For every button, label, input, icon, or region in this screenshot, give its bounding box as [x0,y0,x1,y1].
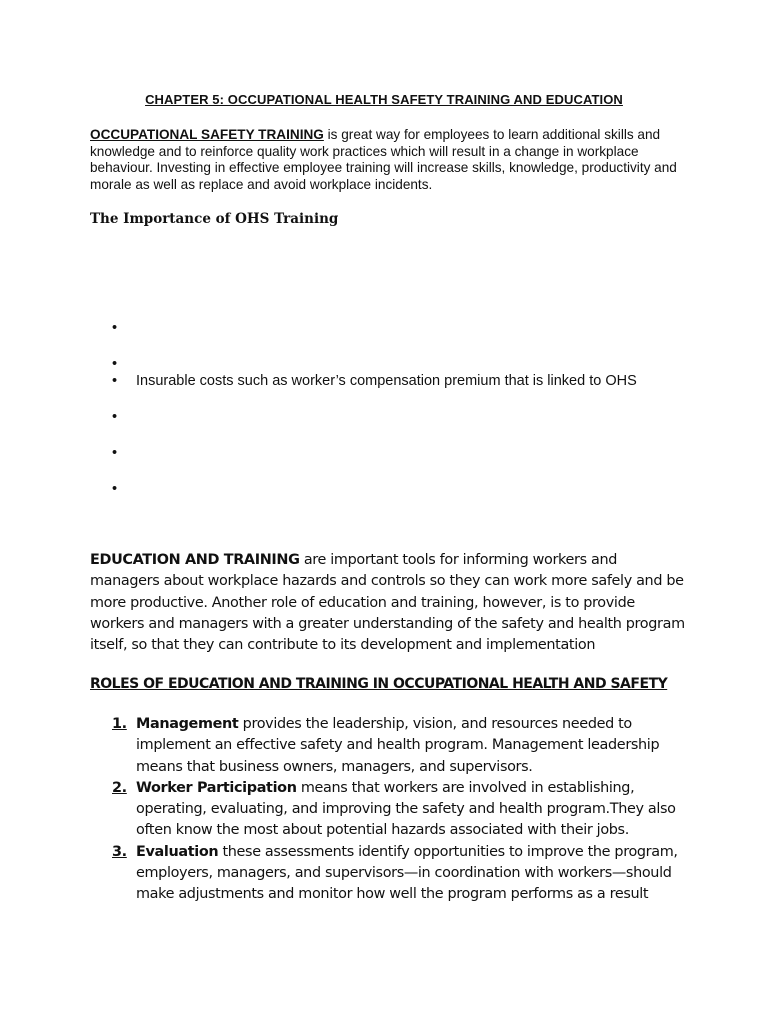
role-term: Evaluation [136,843,219,860]
bullet-marker: • [112,481,118,497]
education-paragraph [90,550,690,656]
role-number: 3. [112,843,127,860]
intro-paragraph [90,127,680,193]
role-term: Worker Participation [136,779,297,796]
bullet-marker: • [112,356,118,372]
role-text: these assessments identify opportunities to improve the program, employers, managers, and supervisors—in coordination with workers—should make adjustments and monitor how well the program performs as a result [136,843,678,903]
bullet-text: Insurable costs such as worker’s compensation premium that is linked to OHS [136,373,637,389]
bullet-marker: • [112,409,118,425]
bullet-marker: • [112,445,118,461]
role-text: means that workers are involved in establishing, operating, evaluating, and improving the safety and health program.They also often know the most about potential hazards associated with their jobs. [136,779,676,839]
intro-lead: OCCUPATIONAL SAFETY TRAINING [90,127,324,142]
education-text: are important tools for informing workers and managers about workplace hazards and controls so they can work more safely and be more productive. Another role of education and training, however, is to provide workers and managers with a greater understanding of the safety and health program itself, so that they can contribute to its development and implementation [90,552,685,654]
education-lead: EDUCATION AND TRAINING [90,552,300,568]
roles-heading: ROLES OF EDUCATION AND TRAINING IN OCCUPATIONAL HEALTH AND SAFETY [90,676,668,692]
role-term: Management [136,716,239,732]
intro-text: is great way for employees to learn additional skills and knowledge and to reinforce quality work practices which will result in a change in workplace behaviour. Investing in effective employee training will increase skills, knowledge, productivity and morale as well as replace and avoid workplace incidents. [90,127,677,192]
bullet-marker: • [112,320,118,336]
roles-numbered-list [90,714,690,906]
bullet-marker: • [112,373,118,389]
role-item-worker-participation [90,778,690,842]
role-text: provides the leadership, vision, and resources needed to implement an effective safety and health program. Management leadership means that business owners, managers, and supervisors. [136,716,660,775]
importance-heading: The Importance of OHS Training [90,211,339,227]
role-item-management [90,714,690,778]
role-item-evaluation [90,842,690,906]
chapter-title: CHAPTER 5: OCCUPATIONAL HEALTH SAFETY TRAINING AND EDUCATION [145,92,623,107]
role-number: 1. [112,716,127,732]
role-number: 2. [112,779,127,796]
